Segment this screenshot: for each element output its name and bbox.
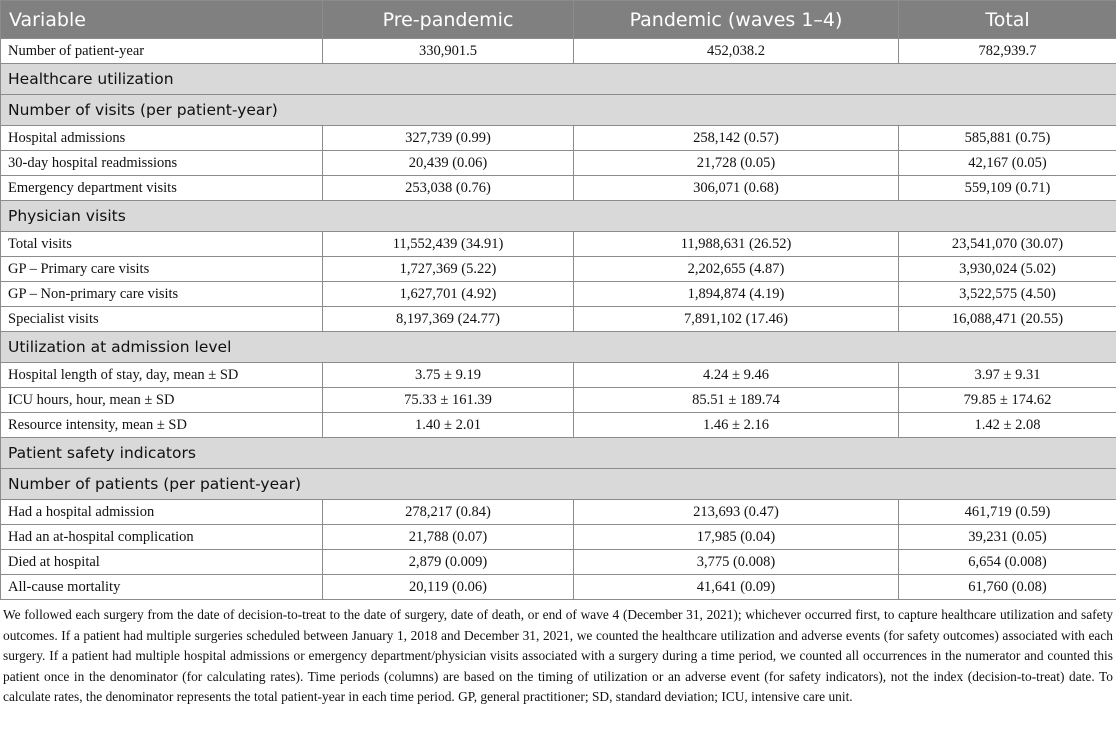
cell-pre: 11,552,439 (34.91) [323, 232, 574, 257]
header-variable: Variable [1, 1, 323, 39]
section-row [1, 201, 1116, 232]
cell-pre: 21,788 (0.07) [323, 525, 574, 550]
row-label: GP – Non-primary care visits [1, 282, 323, 307]
table-row [1, 151, 1116, 176]
table-row [1, 388, 1116, 413]
cell-total: 39,231 (0.05) [899, 525, 1116, 550]
cell-total: 79.85 ± 174.62 [899, 388, 1116, 413]
row-label: ICU hours, hour, mean ± SD [1, 388, 323, 413]
section-number-of-patients: Number of patients (per patient-year) [1, 469, 1116, 500]
cell-pandemic: 4.24 ± 9.46 [574, 363, 899, 388]
row-label: Hospital length of stay, day, mean ± SD [1, 363, 323, 388]
cell-pre: 75.33 ± 161.39 [323, 388, 574, 413]
cell-pre: 327,739 (0.99) [323, 126, 574, 151]
cell-total: 42,167 (0.05) [899, 151, 1116, 176]
cell-pre: 8,197,369 (24.77) [323, 307, 574, 332]
header-pre-pandemic: Pre-pandemic [323, 1, 574, 39]
table-row [1, 39, 1116, 64]
section-row [1, 64, 1116, 95]
cell-total: 585,881 (0.75) [899, 126, 1116, 151]
section-number-of-visits: Number of visits (per patient-year) [1, 95, 1116, 126]
cell-total: 16,088,471 (20.55) [899, 307, 1116, 332]
header-pandemic: Pandemic (waves 1–4) [574, 1, 899, 39]
table-row [1, 257, 1116, 282]
cell-total: 461,719 (0.59) [899, 500, 1116, 525]
cell-total: 6,654 (0.008) [899, 550, 1116, 575]
row-label: Had an at-hospital complication [1, 525, 323, 550]
cell-pre: 253,038 (0.76) [323, 176, 574, 201]
cell-total: 61,760 (0.08) [899, 575, 1116, 600]
cell-pre: 20,439 (0.06) [323, 151, 574, 176]
cell-pandemic: 7,891,102 (17.46) [574, 307, 899, 332]
table-row [1, 232, 1116, 257]
table-row [1, 550, 1116, 575]
cell-pandemic: 11,988,631 (26.52) [574, 232, 899, 257]
row-label: All-cause mortality [1, 575, 323, 600]
section-row [1, 95, 1116, 126]
cell-total: 23,541,070 (30.07) [899, 232, 1116, 257]
cell-pre: 3.75 ± 9.19 [323, 363, 574, 388]
row-label: GP – Primary care visits [1, 257, 323, 282]
section-patient-safety: Patient safety indicators [1, 438, 1116, 469]
cell-pandemic: 3,775 (0.008) [574, 550, 899, 575]
table-row [1, 307, 1116, 332]
cell-pandemic: 85.51 ± 189.74 [574, 388, 899, 413]
table-row [1, 176, 1116, 201]
cell-pandemic: 1.46 ± 2.16 [574, 413, 899, 438]
cell-total: 1.42 ± 2.08 [899, 413, 1116, 438]
row-label: Had a hospital admission [1, 500, 323, 525]
cell-pre: 20,119 (0.06) [323, 575, 574, 600]
table-header-row [1, 1, 1116, 39]
section-row [1, 332, 1116, 363]
table-footnote: We followed each surgery from the date of decision-to-treat to the date of surgery, date of death, or end of wave 4 (December 31, 2021); whichever occurred first, to capture healthcare utilization and safety outcomes. If a patient had multiple surgeries scheduled between January 1, 2018 and December 31, 2021, we counted the healthcare utilization and adverse events (for safety outcomes) associated with each surgery. If a patient had multiple hospital admissions or emergency department/physician visits associated with a surgery during a time period, we counted all occurrences in the numerator and counted this patient once in the denominator (for calculating rates). Time periods (columns) are based on the timing of utilization or an adverse event (for safety indicators), not the index (decision-to-treat) date. To calculate rates, the denominator represents the total patient-year in each time period. GP, general practitioner; SD, standard deviation; ICU, intensive care unit. [3, 607, 1113, 705]
row-label: Resource intensity, mean ± SD [1, 413, 323, 438]
table-row [1, 282, 1116, 307]
cell-pandemic: 258,142 (0.57) [574, 126, 899, 151]
cell-total: 3,522,575 (4.50) [899, 282, 1116, 307]
cell-pre: 2,879 (0.009) [323, 550, 574, 575]
row-label: Number of patient-year [1, 39, 323, 64]
cell-pandemic: 452,038.2 [574, 39, 899, 64]
cell-pandemic: 17,985 (0.04) [574, 525, 899, 550]
cell-pre: 1.40 ± 2.01 [323, 413, 574, 438]
row-label: Emergency department visits [1, 176, 323, 201]
cell-pre: 1,727,369 (5.22) [323, 257, 574, 282]
section-physician-visits: Physician visits [1, 201, 1116, 232]
cell-pre: 330,901.5 [323, 39, 574, 64]
section-utilization-admission-level: Utilization at admission level [1, 332, 1116, 363]
section-row [1, 469, 1116, 500]
header-total: Total [899, 1, 1116, 39]
cell-pandemic: 41,641 (0.09) [574, 575, 899, 600]
cell-total: 3,930,024 (5.02) [899, 257, 1116, 282]
table-row [1, 525, 1116, 550]
section-row [1, 438, 1116, 469]
cell-pre: 1,627,701 (4.92) [323, 282, 574, 307]
row-label: Specialist visits [1, 307, 323, 332]
cell-pandemic: 213,693 (0.47) [574, 500, 899, 525]
cell-total: 3.97 ± 9.31 [899, 363, 1116, 388]
cell-pandemic: 2,202,655 (4.87) [574, 257, 899, 282]
table-row [1, 575, 1116, 600]
table-row [1, 500, 1116, 525]
cell-total: 782,939.7 [899, 39, 1116, 64]
table-row [1, 413, 1116, 438]
row-label: Total visits [1, 232, 323, 257]
cell-pre: 278,217 (0.84) [323, 500, 574, 525]
cell-pandemic: 1,894,874 (4.19) [574, 282, 899, 307]
row-label: Died at hospital [1, 550, 323, 575]
cell-total: 559,109 (0.71) [899, 176, 1116, 201]
table-row [1, 363, 1116, 388]
row-label: 30-day hospital readmissions [1, 151, 323, 176]
row-label: Hospital admissions [1, 126, 323, 151]
cell-pandemic: 21,728 (0.05) [574, 151, 899, 176]
section-healthcare-utilization: Healthcare utilization [1, 64, 1116, 95]
cell-pandemic: 306,071 (0.68) [574, 176, 899, 201]
table-row [1, 126, 1116, 151]
